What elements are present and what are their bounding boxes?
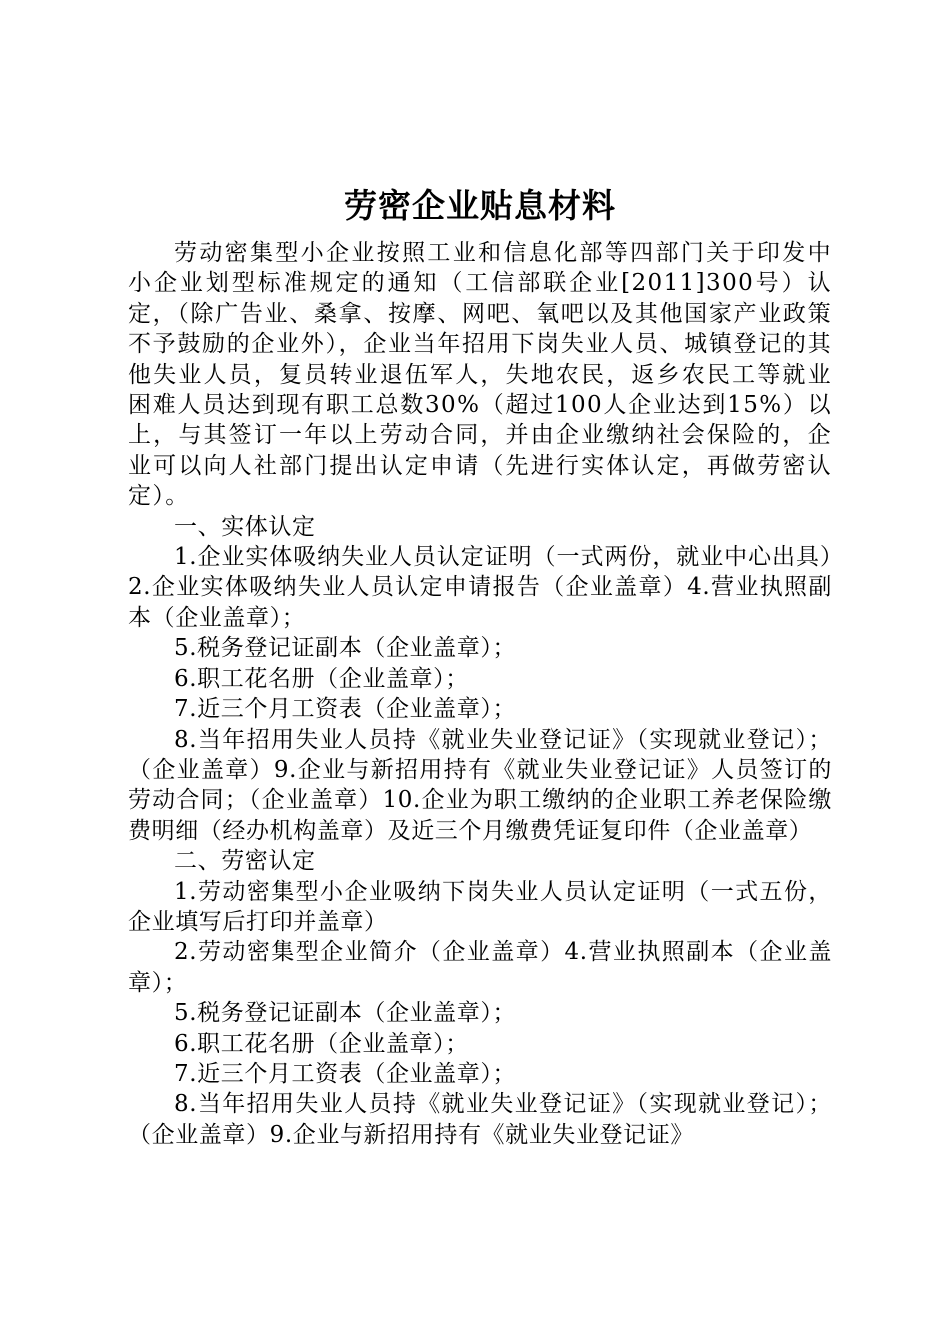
section2-item-1: 1.劳动密集型小企业吸纳下岗失业人员认定证明（一式五份，企业填写后打印并盖章） — [128, 878, 832, 935]
section-heading-labor-intensive: 二、劳密认定 — [174, 848, 316, 875]
section1-item-7: 7.近三个月工资表（企业盖章）； — [174, 696, 517, 723]
intro-paragraph: 劳动密集型小企业按照工业和信息化部等四部门关于印发中小企业划型标准规定的通知（工信部联企业[2011]300号）认定，（除广告业、桑拿、按摩、网吧、氧吧以及其他国家产业政策不予鼓励的企业外），企业当年招用下岗失业人员、城镇登记的其他失业人员，复员转业退伍军人，失地农民，返乡农民工等就业困难人员达到现有职工总数30%（超过100人企业达到15%）以上，与其签订一年以上劳动合同，并由企业缴纳社会保险的，企业可以向人社部门提出认定申请（先进行实体认定，再做劳密认定）。 — [128, 240, 832, 510]
section2-item-5: 5.税务登记证副本（企业盖章）； — [174, 1000, 517, 1027]
document-title: 劳密企业贴息材料 — [344, 186, 616, 225]
section1-item-6: 6.职工花名册（企业盖章）； — [174, 665, 469, 692]
section2-item-2: 2.劳动密集型企业简介（企业盖章）4.营业执照副本（企业盖章）； — [128, 939, 832, 996]
document-page — [128, 176, 832, 1150]
section2-item-6: 6.职工花名册（企业盖章）； — [174, 1030, 469, 1057]
section2-item-7: 7.近三个月工资表（企业盖章）； — [174, 1060, 517, 1087]
section1-item-1: 1.企业实体吸纳失业人员认定证明（一式两份，就业中心出具）2.企业实体吸纳失业人员认定申请报告（企业盖章）4.营业执照副本（企业盖章）； — [128, 544, 832, 631]
section1-item-8: 8.当年招用失业人员持《就业失业登记证》（实现就业登记）；（企业盖章）9.企业与新招用持有《就业失业登记证》人员签订的劳动合同；（企业盖章）10.企业为职工缴纳的企业职工养老保险缴费明细（经办机构盖章）及近三个月缴费凭证复印件（企业盖章） — [128, 726, 832, 844]
section-heading-entity: 一、实体认定 — [174, 513, 316, 540]
section2-item-8: 8.当年招用失业人员持《就业失业登记证》（实现就业登记）；（企业盖章）9.企业与新招用持有《就业失业登记证》 — [128, 1091, 832, 1148]
section1-item-5: 5.税务登记证副本（企业盖章）； — [174, 635, 517, 662]
